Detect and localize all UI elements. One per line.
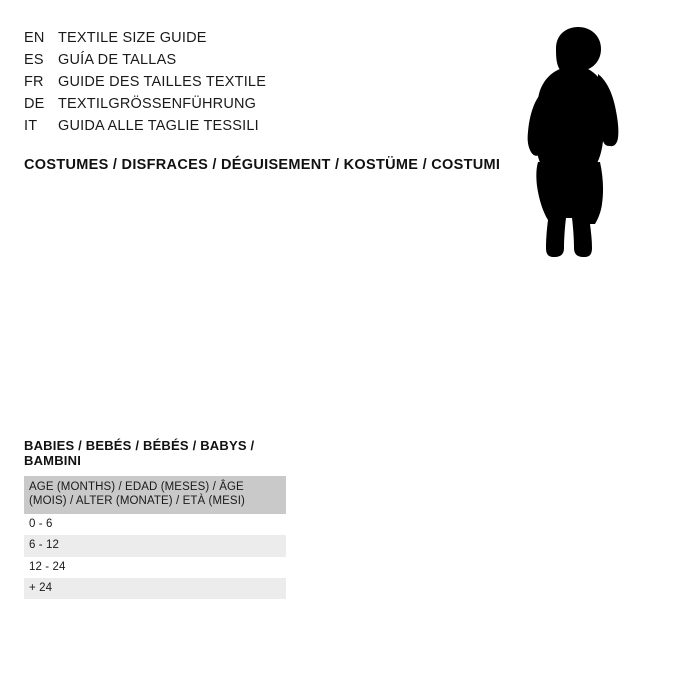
language-list <box>24 30 454 140</box>
table-row <box>24 514 286 535</box>
language-row-fr <box>24 74 454 96</box>
language-row-es <box>24 52 454 74</box>
table-cell-age: 12 - 24 <box>24 557 286 578</box>
language-text-fr: GUIDE DES TAILLES TEXTILE <box>58 74 267 90</box>
language-code-fr: FR <box>24 74 44 90</box>
language-code-en: EN <box>24 30 45 46</box>
table-cell-age: 0 - 6 <box>24 514 286 535</box>
language-code-it: IT <box>24 118 38 134</box>
table-header-row <box>24 476 286 514</box>
language-row-de <box>24 96 454 118</box>
table-column-header-age: AGE (MONTHS) / EDAD (MESES) / ÂGE (MOIS) / ALTER (MONATE) / ETÀ (MESI) <box>24 476 286 514</box>
table-row <box>24 535 286 556</box>
table-cell-age: 6 - 12 <box>24 535 286 556</box>
toddler-silhouette-icon <box>498 26 638 258</box>
language-text-en: TEXTILE SIZE GUIDE <box>58 30 207 46</box>
language-text-de: TEXTILGRÖSSENFÜHRUNG <box>58 96 257 112</box>
language-text-es: GUÍA DE TALLAS <box>58 52 177 68</box>
babies-size-table-section <box>24 438 286 599</box>
table-title: BABIES / BEBÉS / BÉBÉS / BABYS / BAMBINI <box>24 438 255 468</box>
table-cell-age: + 24 <box>24 578 286 599</box>
language-code-de: DE <box>24 96 45 112</box>
table-row <box>24 557 286 578</box>
size-table <box>24 476 286 599</box>
language-code-es: ES <box>24 52 44 68</box>
language-row-en <box>24 30 454 52</box>
category-heading: COSTUMES / DISFRACES / DÉGUISEMENT / KOSTÜME / COSTUMI <box>24 157 501 173</box>
language-row-it <box>24 118 454 140</box>
language-text-it: GUIDA ALLE TAGLIE TESSILI <box>58 118 259 134</box>
table-row <box>24 578 286 599</box>
